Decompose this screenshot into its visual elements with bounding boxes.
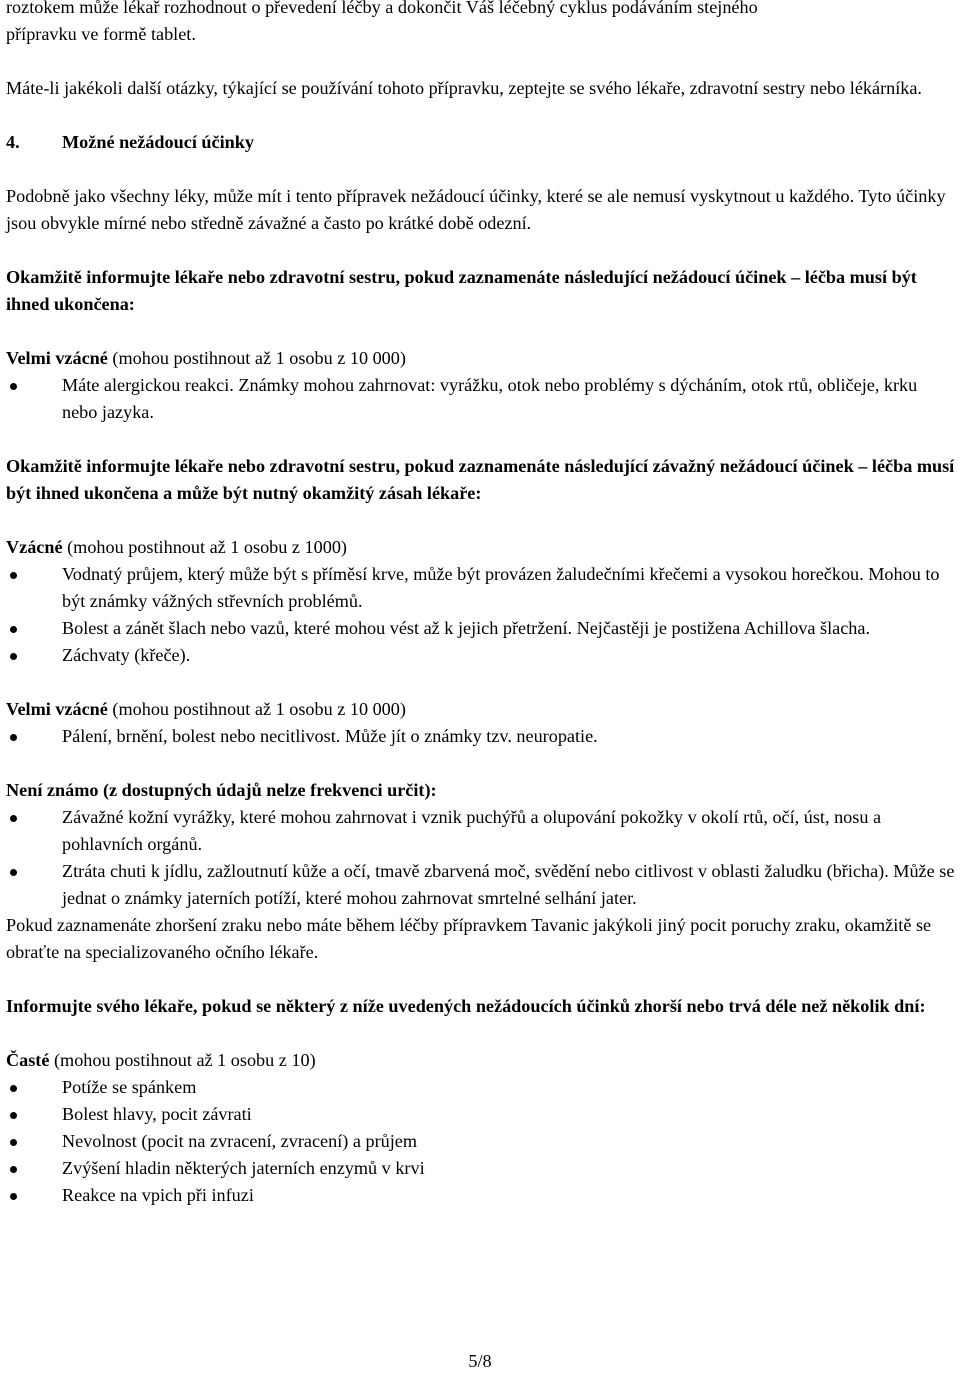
bullet-icon: [10, 815, 17, 822]
list-item: Pálení, brnění, bolest nebo necitlivost. Může jít o známky tzv. neuropatie.: [6, 723, 956, 750]
bullet-icon: [10, 734, 17, 741]
block2-warning: Okamžitě informujte lékaře nebo zdravotní sestru, pokud zaznamenáte následující závažný nežádoucí účinek – léčba musí být ihned ukončena a může být nutný okamžitý zásah lékaře:: [6, 456, 955, 503]
bullet-icon: [10, 626, 17, 633]
document-page: [6, 0, 956, 1209]
section-heading: [6, 129, 956, 156]
vision-note: Pokud zaznamenáte zhoršení zraku nebo máte během léčby přípravkem Tavanic jakýkoli jiný pocit poruchy zraku, okamžitě se obraťte na specializovaného očního lékaře.: [6, 915, 932, 962]
bullet-icon: [10, 572, 17, 579]
intro-line-1: roztokem může lékař rozhodnout o převedení léčby a dokončit Váš léčebný cyklus podáváním stejného: [6, 0, 758, 17]
common-label: Časté: [6, 1050, 50, 1070]
very-rare-label: Velmi vzácné: [6, 699, 108, 719]
bullet-icon: [10, 869, 17, 876]
list-item: Máte alergickou reakci. Známky mohou zahrnovat: vyrážku, otok nebo problémy s dýcháním, otok rtů, obličeje, krku nebo jazyka.: [6, 372, 956, 426]
bullet-icon: [10, 1166, 17, 1173]
list-item: Ztráta chuti k jídlu, zažloutnutí kůže a očí, tmavě zbarvená moč, svědění nebo citlivost v oblasti žaludku (břicha). Může se jednat o známky jaterních potíží, které mohou zahrnovat smrtelné selhání jater.: [6, 858, 956, 912]
section-number: 4.: [6, 132, 20, 152]
very-rare-list: [6, 723, 956, 750]
list-item: Záchvaty (křeče).: [6, 642, 956, 669]
very-rare-text: (mohou postihnout až 1 osobu z 10 000): [107, 699, 406, 719]
page-number: 5/8: [468, 1351, 492, 1371]
bullet-icon: [10, 1139, 17, 1146]
unknown-list: [6, 804, 956, 912]
block1-freq-label: Velmi vzácné: [6, 348, 108, 368]
block1-warning: Okamžitě informujte lékaře nebo zdravotní sestru, pokud zaznamenáte následující nežádoucí účinek – léčba musí být ihned ukončena:: [6, 267, 917, 314]
unknown-frequency-label: Není známo (z dostupných údajů nelze frekvenci určit):: [6, 780, 437, 800]
section-intro: [6, 183, 956, 237]
list-item: Bolest a zánět šlach nebo vazů, které mohou vést až k jejich přetržení. Nejčastěji je postižena Achillova šlacha.: [6, 615, 956, 642]
list-item: Zvýšení hladin některých jaterních enzymů v krvi: [6, 1155, 956, 1182]
block3-warning: Informujte svého lékaře, pokud se některý z níže uvedených nežádoucích účinků zhorší nebo trvá déle než několik dní:: [6, 996, 926, 1016]
list-item: Závažné kožní vyrážky, které mohou zahrnovat i vznik puchýřů a olupování pokožky v okolí rtů, očí, úst, nosu a pohlavních orgánů.: [6, 804, 956, 858]
rare-list: [6, 561, 956, 669]
common-text: (mohou postihnout až 1 osobu z 10): [49, 1050, 316, 1070]
section-intro-a: Podobně jako všechny léky, může mít i tento přípravek nežádoucí účinky, které se ale nemusí vyskytnout u každého.: [6, 186, 855, 206]
block1-frequency: [6, 345, 956, 372]
bullet-icon: [10, 1193, 17, 1200]
bullet-icon: [10, 1085, 17, 1092]
block1-freq-text: (mohou postihnout až 1 osobu z 10 000): [107, 348, 406, 368]
block2-very-rare-frequency: [6, 696, 956, 723]
block3-common-frequency: [6, 1047, 956, 1074]
rare-label: Vzácné: [6, 537, 63, 557]
section-title: Možné nežádoucí účinky: [62, 132, 254, 152]
bullet-icon: [10, 383, 17, 390]
common-list: [6, 1074, 956, 1209]
list-item: Vodnatý průjem, který může být s příměsí krve, může být provázen žaludečními křečemi a vysokou horečkou. Mohou to být známky vážných střevních problémů.: [6, 561, 956, 615]
list-item: Nevolnost (pocit na zvracení, zvracení) a průjem: [6, 1128, 956, 1155]
block2-rare-frequency: [6, 534, 956, 561]
list-item: Reakce na vpich při infuzi: [6, 1182, 956, 1209]
bullet-icon: [10, 653, 17, 660]
rare-text: (mohou postihnout až 1 osobu z 1000): [62, 537, 347, 557]
intro-line-2: přípravku ve formě tablet.: [6, 24, 196, 44]
block1-list: [6, 372, 956, 426]
section-intro-b: Tyto účinky jsou obvykle mírné nebo středně závažné a často po krátké době odezní.: [6, 186, 946, 233]
intro-questions: Máte-li jakékoli další otázky, týkající se používání tohoto přípravku, zeptejte se svého lékaře, zdravotní sestry nebo lékárníka.: [6, 78, 922, 98]
list-item: Potíže se spánkem: [6, 1074, 956, 1101]
list-item: Bolest hlavy, pocit závrati: [6, 1101, 956, 1128]
bullet-icon: [10, 1112, 17, 1119]
